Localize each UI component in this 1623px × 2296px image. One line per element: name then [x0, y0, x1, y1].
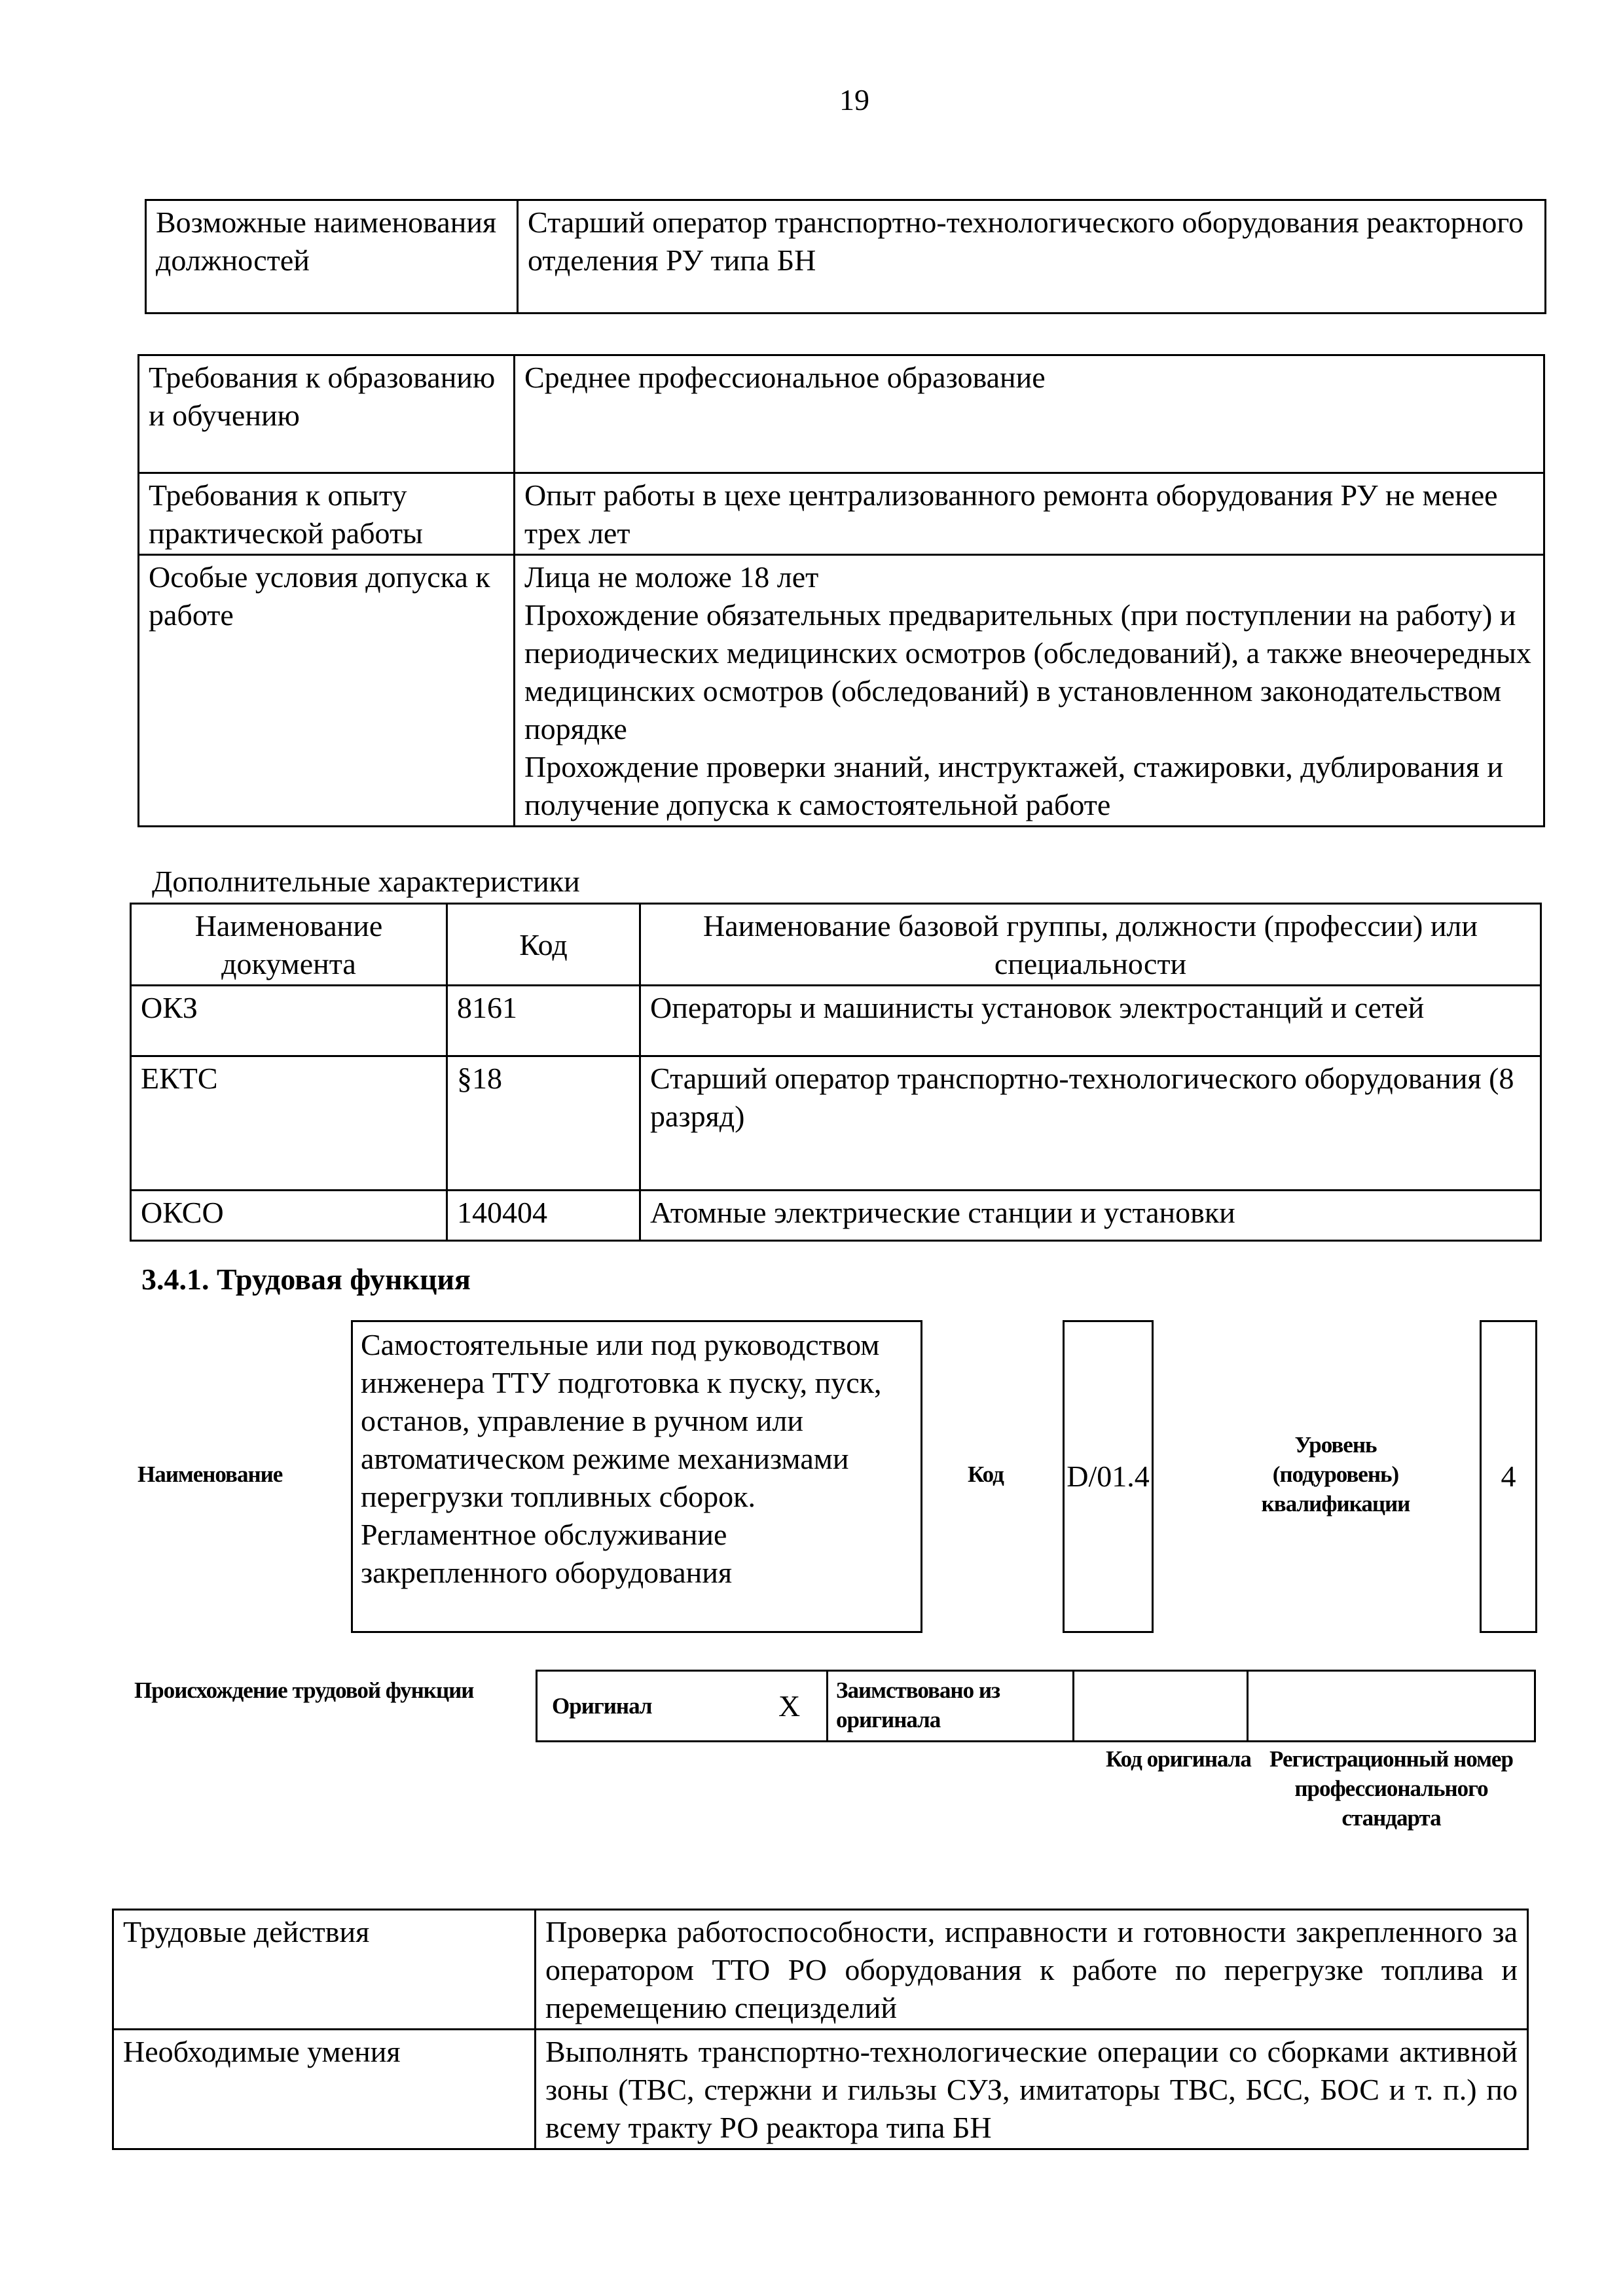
divider [1247, 1672, 1249, 1740]
origin-original: Оригинал [552, 1693, 652, 1719]
additional-table [130, 903, 1542, 1242]
req-label-conditions: Особые условия допуска к работе [139, 555, 515, 827]
actions-value: Проверка работоспособности, исправности и готовности закрепленного за оператором ТТО РО оборудования к работе по перегрузке топлива и перемещению специзделий [536, 1910, 1528, 2030]
function-code-label: Код [968, 1462, 1004, 1487]
cell-document: ЕКТС [131, 1056, 447, 1191]
function-name-value: Самостоятельные или под руководством инженера ТТУ подготовка к пуску, пуск, останов, управление в ручном или автоматическом режиме механизмами перегрузки топливных сборок. Регламентное обслуживание закрепленного оборудования [351, 1320, 922, 1633]
table-row [139, 555, 1544, 827]
table-row [113, 2030, 1528, 2149]
function-level-value [1480, 1320, 1537, 1633]
skills-value: Выполнять транспортно-технологические операции со сборками активной зоны (ТВС, стержни и гильзы СУЗ, имитаторы ТВС, БСС, БОС и т. п.) по всему тракту РО реактора типа БН [536, 2030, 1528, 2149]
function-level-label: Уровень (подуровень) квалификации [1261, 1432, 1410, 1516]
function-name-label: Наименование [137, 1462, 283, 1487]
condition-line: Лица не моложе 18 лет [524, 560, 819, 594]
req-label-education: Требования к образованию и обучению [139, 355, 515, 473]
table-header-row [131, 904, 1541, 986]
positions-table [145, 199, 1546, 314]
cell-document: ОКСО [131, 1191, 447, 1241]
table-row [139, 473, 1544, 555]
table-row [113, 1910, 1528, 2030]
req-value-experience: Опыт работы в цехе централизованного ремонта оборудования РУ не менее трех лет [515, 473, 1544, 555]
table-row [131, 1191, 1541, 1241]
header-group: Наименование базовой группы, должности (профессии) или специальности [640, 904, 1541, 986]
header-code: Код [447, 904, 640, 986]
req-value-education: Среднее профессиональное образование [515, 355, 1544, 473]
origin-mark: X [778, 1689, 801, 1723]
additional-title: Дополнительные характеристики [152, 865, 580, 898]
origin-reg-caption: Регистрационный номер профессионального стандарта [1269, 1746, 1513, 1831]
actions-label: Трудовые действия [113, 1910, 536, 2030]
req-label-experience: Требования к опыту практической работы [139, 473, 515, 555]
table-row [131, 1056, 1541, 1191]
cell-code: 140404 [447, 1191, 640, 1241]
condition-line: Прохождение обязательных предварительных (при поступлении на работу) и периодических медицинских осмотров (обследований), а также внеочередных медицинских осмотров (обследований) в установленном законодательством порядке [524, 598, 1531, 745]
origin-code-caption: Код оригинала [1106, 1746, 1251, 1772]
origin-table [536, 1670, 1536, 1742]
page-number: 19 [839, 83, 869, 117]
positions-value: Старший оператор транспортно-технологического оборудования реакторного отделения РУ типа БН [518, 200, 1546, 314]
req-value-conditions [515, 555, 1544, 827]
cell-code: 8161 [447, 986, 640, 1056]
table-row [146, 200, 1546, 314]
cell-group: Операторы и машинисты установок электростанций и сетей [640, 986, 1541, 1056]
divider [826, 1672, 828, 1740]
table-row [139, 355, 1544, 473]
skills-label: Необходимые умения [113, 2030, 536, 2149]
origin-label: Происхождение трудовой функции [134, 1677, 474, 1703]
cell-group: Старший оператор транспортно-технологического оборудования (8 разряд) [640, 1056, 1541, 1191]
table-row [131, 986, 1541, 1056]
origin-borrowed: Заимствовано из оригинала [836, 1677, 1000, 1732]
function-heading: 3.4.1. Трудовая функция [141, 1263, 471, 1296]
cell-code: §18 [447, 1056, 640, 1191]
function-level-text: 4 [1501, 1460, 1516, 1493]
function-code-text: D/01.4 [1067, 1460, 1150, 1493]
positions-label: Возможные наименования должностей [146, 200, 518, 314]
condition-line: Прохождение проверки знаний, инструктажей, стажировки, дублирования и получение допуска к самостоятельной работе [524, 750, 1503, 821]
function-code-value [1063, 1320, 1154, 1633]
header-document: Наименование документа [131, 904, 447, 986]
cell-document: ОКЗ [131, 986, 447, 1056]
requirements-table [137, 354, 1545, 827]
cell-group: Атомные электрические станции и установки [640, 1191, 1541, 1241]
actions-table [112, 1909, 1529, 2150]
divider [1072, 1672, 1074, 1740]
